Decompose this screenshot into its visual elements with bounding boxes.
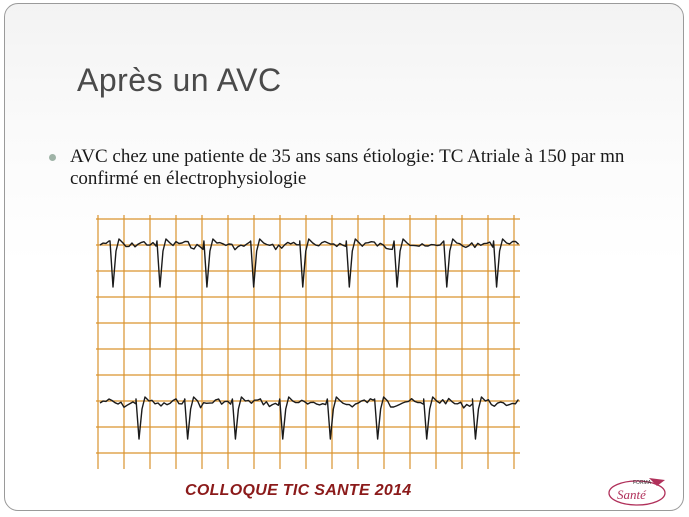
forma-sante-logo-icon bbox=[605, 472, 675, 508]
slide-title: Après un AVC bbox=[77, 62, 282, 98]
logo-top-text: FORMA bbox=[633, 480, 652, 486]
ecg-trace-top bbox=[100, 239, 519, 287]
logo-main-text: Santé bbox=[617, 487, 646, 502]
footer-text: COLLOQUE TIC SANTE 2014 bbox=[185, 482, 412, 499]
ecg-trace-bottom bbox=[100, 397, 518, 439]
ecg-image bbox=[96, 215, 520, 469]
bullet-text: AVC chez une patiente de 35 ans sans étiologie: TC Atriale à 150 par mn confirmé en électrophysiologie bbox=[70, 146, 625, 189]
ecg-grid bbox=[96, 215, 520, 469]
slide bbox=[4, 3, 684, 511]
bullet-dot-icon bbox=[49, 154, 56, 161]
